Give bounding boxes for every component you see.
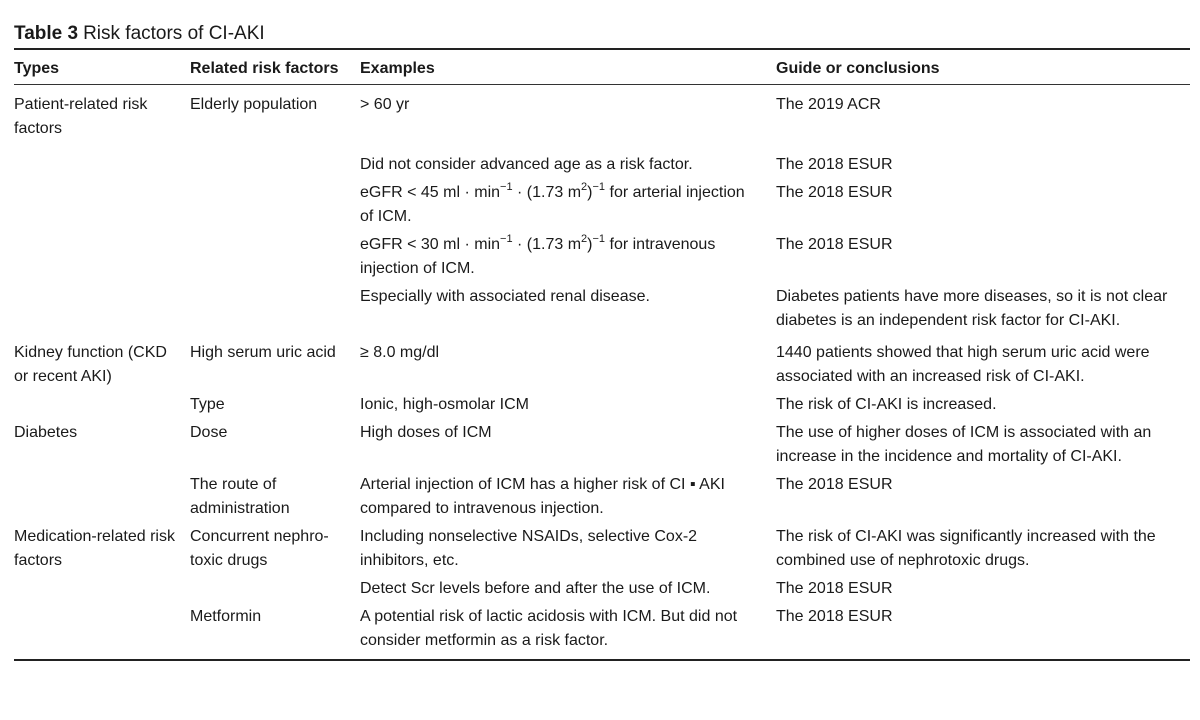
table-row	[14, 471, 1190, 523]
cell-guide: The 2018 ESUR	[776, 156, 893, 173]
cell-factor: Dose	[190, 424, 228, 441]
header-types: Types	[14, 50, 190, 85]
cell-guide: Diabetes patients have more diseases, so it is not clear diabetes is an independent risk factor for CI-AKI.	[776, 288, 1168, 329]
cell-example: High doses of ICM	[360, 424, 492, 441]
cell-guide: The 2018 ESUR	[776, 608, 893, 625]
table-row	[14, 179, 1190, 231]
cell-example-egfr-45: eGFR < 45 ml · $\min^{-1} \cdot (1.73$ $m^2)^{-1}$ for arterial injection of ICM.	[360, 181, 745, 225]
cell-factor: High serum uric acid	[190, 344, 336, 361]
cell-example: ≥ 8.0 mg/dl	[360, 344, 440, 361]
table-row	[14, 283, 1190, 335]
table-row	[14, 419, 1190, 471]
table-row	[14, 603, 1190, 660]
table-caption	[14, 22, 1190, 50]
cell-example-egfr-30: eGFR < 30 ml · $\min^{-1} \cdot (1.73$ $m^2)^{-1}$ for intravenous injection of ICM.	[360, 233, 716, 277]
table-row	[14, 143, 1190, 179]
cell-guide: The 2018 ESUR	[776, 476, 893, 493]
cell-guide: The 2018 ESUR	[776, 184, 893, 201]
cell-example: Including nonselective NSAIDs, selective Cox-2 inhibitors, etc.	[360, 528, 698, 569]
table-row	[14, 335, 1190, 391]
header-row	[14, 50, 1190, 85]
cell-example: Detect Scr levels before and after the use of ICM.	[360, 580, 711, 597]
header-related-risk-factors: Related risk factors	[190, 50, 360, 85]
cell-factor: Elderly population	[190, 96, 318, 113]
table-number: Table 3	[14, 23, 79, 44]
cell-example: Especially with associated renal disease.	[360, 288, 650, 305]
cell-guide: The risk of CI-AKI was significantly increased with the combined use of nephrotoxic drugs.	[776, 528, 1156, 569]
cell-factor: Metformin	[190, 608, 262, 625]
cell-type: Patient-related risk factors	[14, 96, 148, 137]
table-row	[14, 575, 1190, 603]
cell-example: Ionic, high-osmolar ICM	[360, 396, 529, 413]
cell-type: Kidney function (CKD or recent AKI)	[14, 344, 167, 385]
table-row	[14, 391, 1190, 419]
cell-example: Arterial injection of ICM has a higher risk of CI ▪ AKI compared to intravenous injection.	[360, 476, 725, 517]
cell-guide: The 2018 ESUR	[776, 580, 893, 597]
table-row	[14, 523, 1190, 575]
header-guide-or-conclusions: Guide or conclusions	[776, 50, 1190, 85]
data-table	[14, 50, 1190, 661]
cell-factor: Concurrent nephro-toxic drugs	[190, 528, 329, 569]
header-examples: Examples	[360, 50, 776, 85]
risk-factors-table	[14, 22, 1190, 661]
table-title: Risk factors of CI-AKI	[83, 23, 265, 44]
cell-example: > 60 yr	[360, 96, 410, 113]
cell-guide: The 2018 ESUR	[776, 236, 893, 253]
cell-example: A potential risk of lactic acidosis with ICM. But did not consider metformin as a risk factor.	[360, 608, 738, 649]
cell-guide: The use of higher doses of ICM is associated with an increase in the incidence and mortality of CI-AKI.	[776, 424, 1152, 465]
cell-guide: The risk of CI-AKI is increased.	[776, 396, 997, 413]
table-row	[14, 85, 1190, 144]
cell-factor: The route of administration	[190, 476, 290, 517]
table-row	[14, 231, 1190, 283]
cell-guide: 1440 patients showed that high serum uric acid were associated with an increased risk of CI-AKI.	[776, 344, 1150, 385]
cell-factor: Type	[190, 396, 225, 413]
cell-type: Medication-related risk factors	[14, 528, 175, 569]
cell-example: Did not consider advanced age as a risk factor.	[360, 156, 693, 173]
cell-guide: The 2019 ACR	[776, 96, 881, 113]
cell-type: Diabetes	[14, 424, 78, 441]
